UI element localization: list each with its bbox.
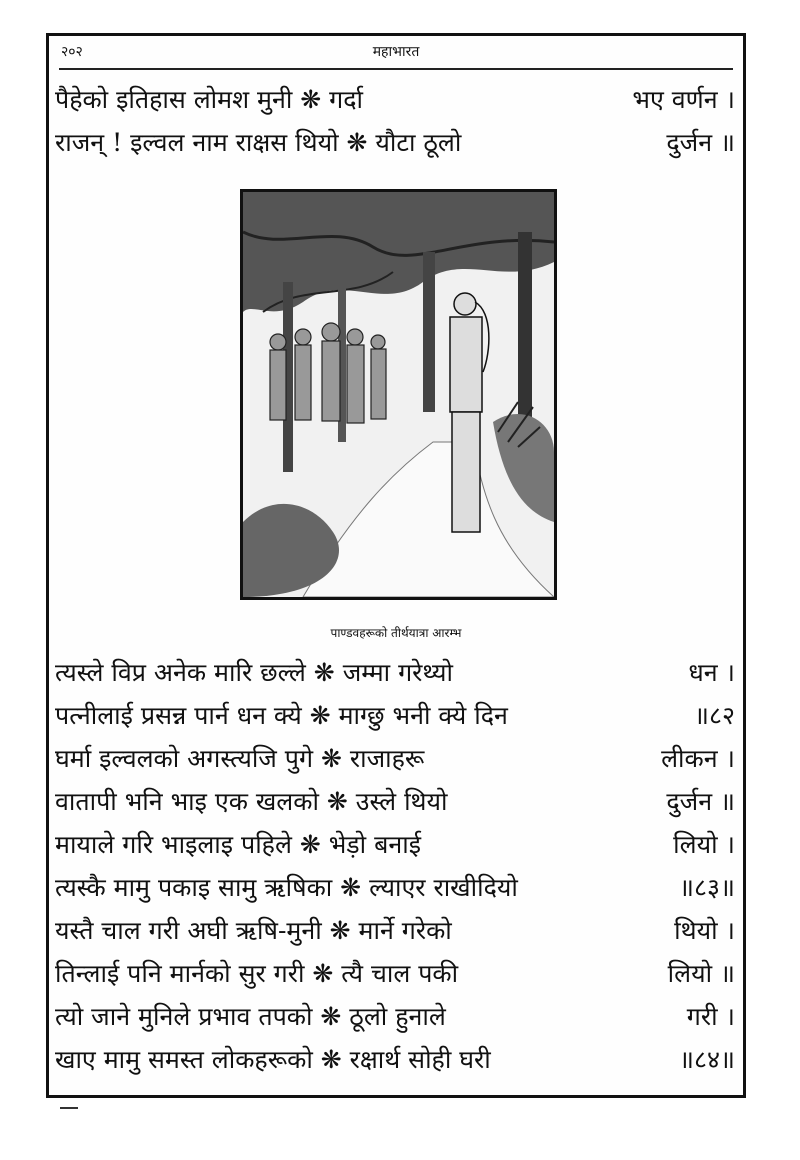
verse-line: [55, 653, 735, 693]
verse-text: त्यो जाने मुनिले प्रभाव तपको ❋ ठूलो हुनाले: [55, 1002, 446, 1031]
page-header: [49, 36, 743, 68]
verse-line: [55, 782, 735, 822]
verse-end: लियो ॥: [667, 959, 735, 988]
verse-text: यस्तै चाल गरी अघी ऋषि-मुनी ❋ मार्ने गरेको: [55, 916, 452, 945]
verse-end: धन ।: [688, 658, 735, 687]
verse-text: त्यस्ले विप्र अनेक मारि छल्ले ❋ जम्मा गरेथ्यो: [55, 658, 454, 687]
verse-end: दुर्जन ॥: [666, 787, 735, 816]
verse-line: [55, 123, 735, 163]
page-number: २०२: [61, 44, 83, 60]
verse-end: थियो ।: [674, 916, 735, 945]
verse-line: [55, 80, 735, 120]
verse-line: [55, 954, 735, 994]
verse-end: ॥८३॥: [679, 873, 735, 902]
verse-text: पत्नीलाई प्रसन्न पार्न धन क्ये ❋ माग्छु भनी क्ये दिन: [55, 701, 508, 730]
verse-end: ॥८२: [694, 701, 735, 730]
verse-text: त्यस्कै मामु पकाइ सामु ऋषिका ❋ ल्याएर राखीदियो: [55, 873, 518, 902]
verse-end: भए वर्णन ।: [632, 85, 735, 114]
verse-line: [55, 911, 735, 951]
verse-text: राजन् ! इल्वल नाम राक्षस थियो ❋ यौटा ठूलो: [55, 128, 462, 157]
illustration: [240, 189, 557, 600]
header-rule: [59, 68, 733, 70]
verse-text: खाए मामु समस्त लोकहरूको ❋ रक्षार्थ सोही घरी: [55, 1045, 491, 1074]
verse-text: वातापी भनि भाइ एक खलको ❋ उस्ले थियो: [55, 787, 448, 816]
verse-end: लीकन ।: [661, 744, 735, 773]
verse-text: पैहेको इतिहास लोमश मुनी ❋ गर्दा: [55, 85, 363, 114]
verse-line: [55, 739, 735, 779]
verse-end: लियो ।: [673, 830, 735, 859]
forest-scene-drawing: [243, 192, 554, 597]
bottom-mark: [60, 1107, 78, 1109]
verse-line: [55, 868, 735, 908]
verse-end: ॥८४॥: [679, 1045, 735, 1074]
page-frame: [46, 33, 746, 1098]
verse-text: घर्मा इल्वलको अगस्त्यजि पुगे ❋ राजाहरू: [55, 744, 425, 773]
verse-text: मायाले गरि भाइलाइ पहिले ❋ भेड़ो बनाई: [55, 830, 422, 859]
verse-end: गरी ।: [686, 1002, 735, 1031]
verse-line: [55, 696, 735, 736]
illustration-caption: पाण्डवहरूको तीर्थयात्रा आरम्भ: [330, 626, 462, 640]
verse-line: [55, 997, 735, 1037]
running-title: महाभारत: [372, 44, 420, 60]
verse-line: [55, 825, 735, 865]
verse-line: [55, 1040, 735, 1080]
verse-end: दुर्जन ॥: [666, 128, 735, 157]
verse-text: तिन्लाई पनि मार्नको सुर गरी ❋ त्यै चाल पकी: [55, 959, 459, 988]
